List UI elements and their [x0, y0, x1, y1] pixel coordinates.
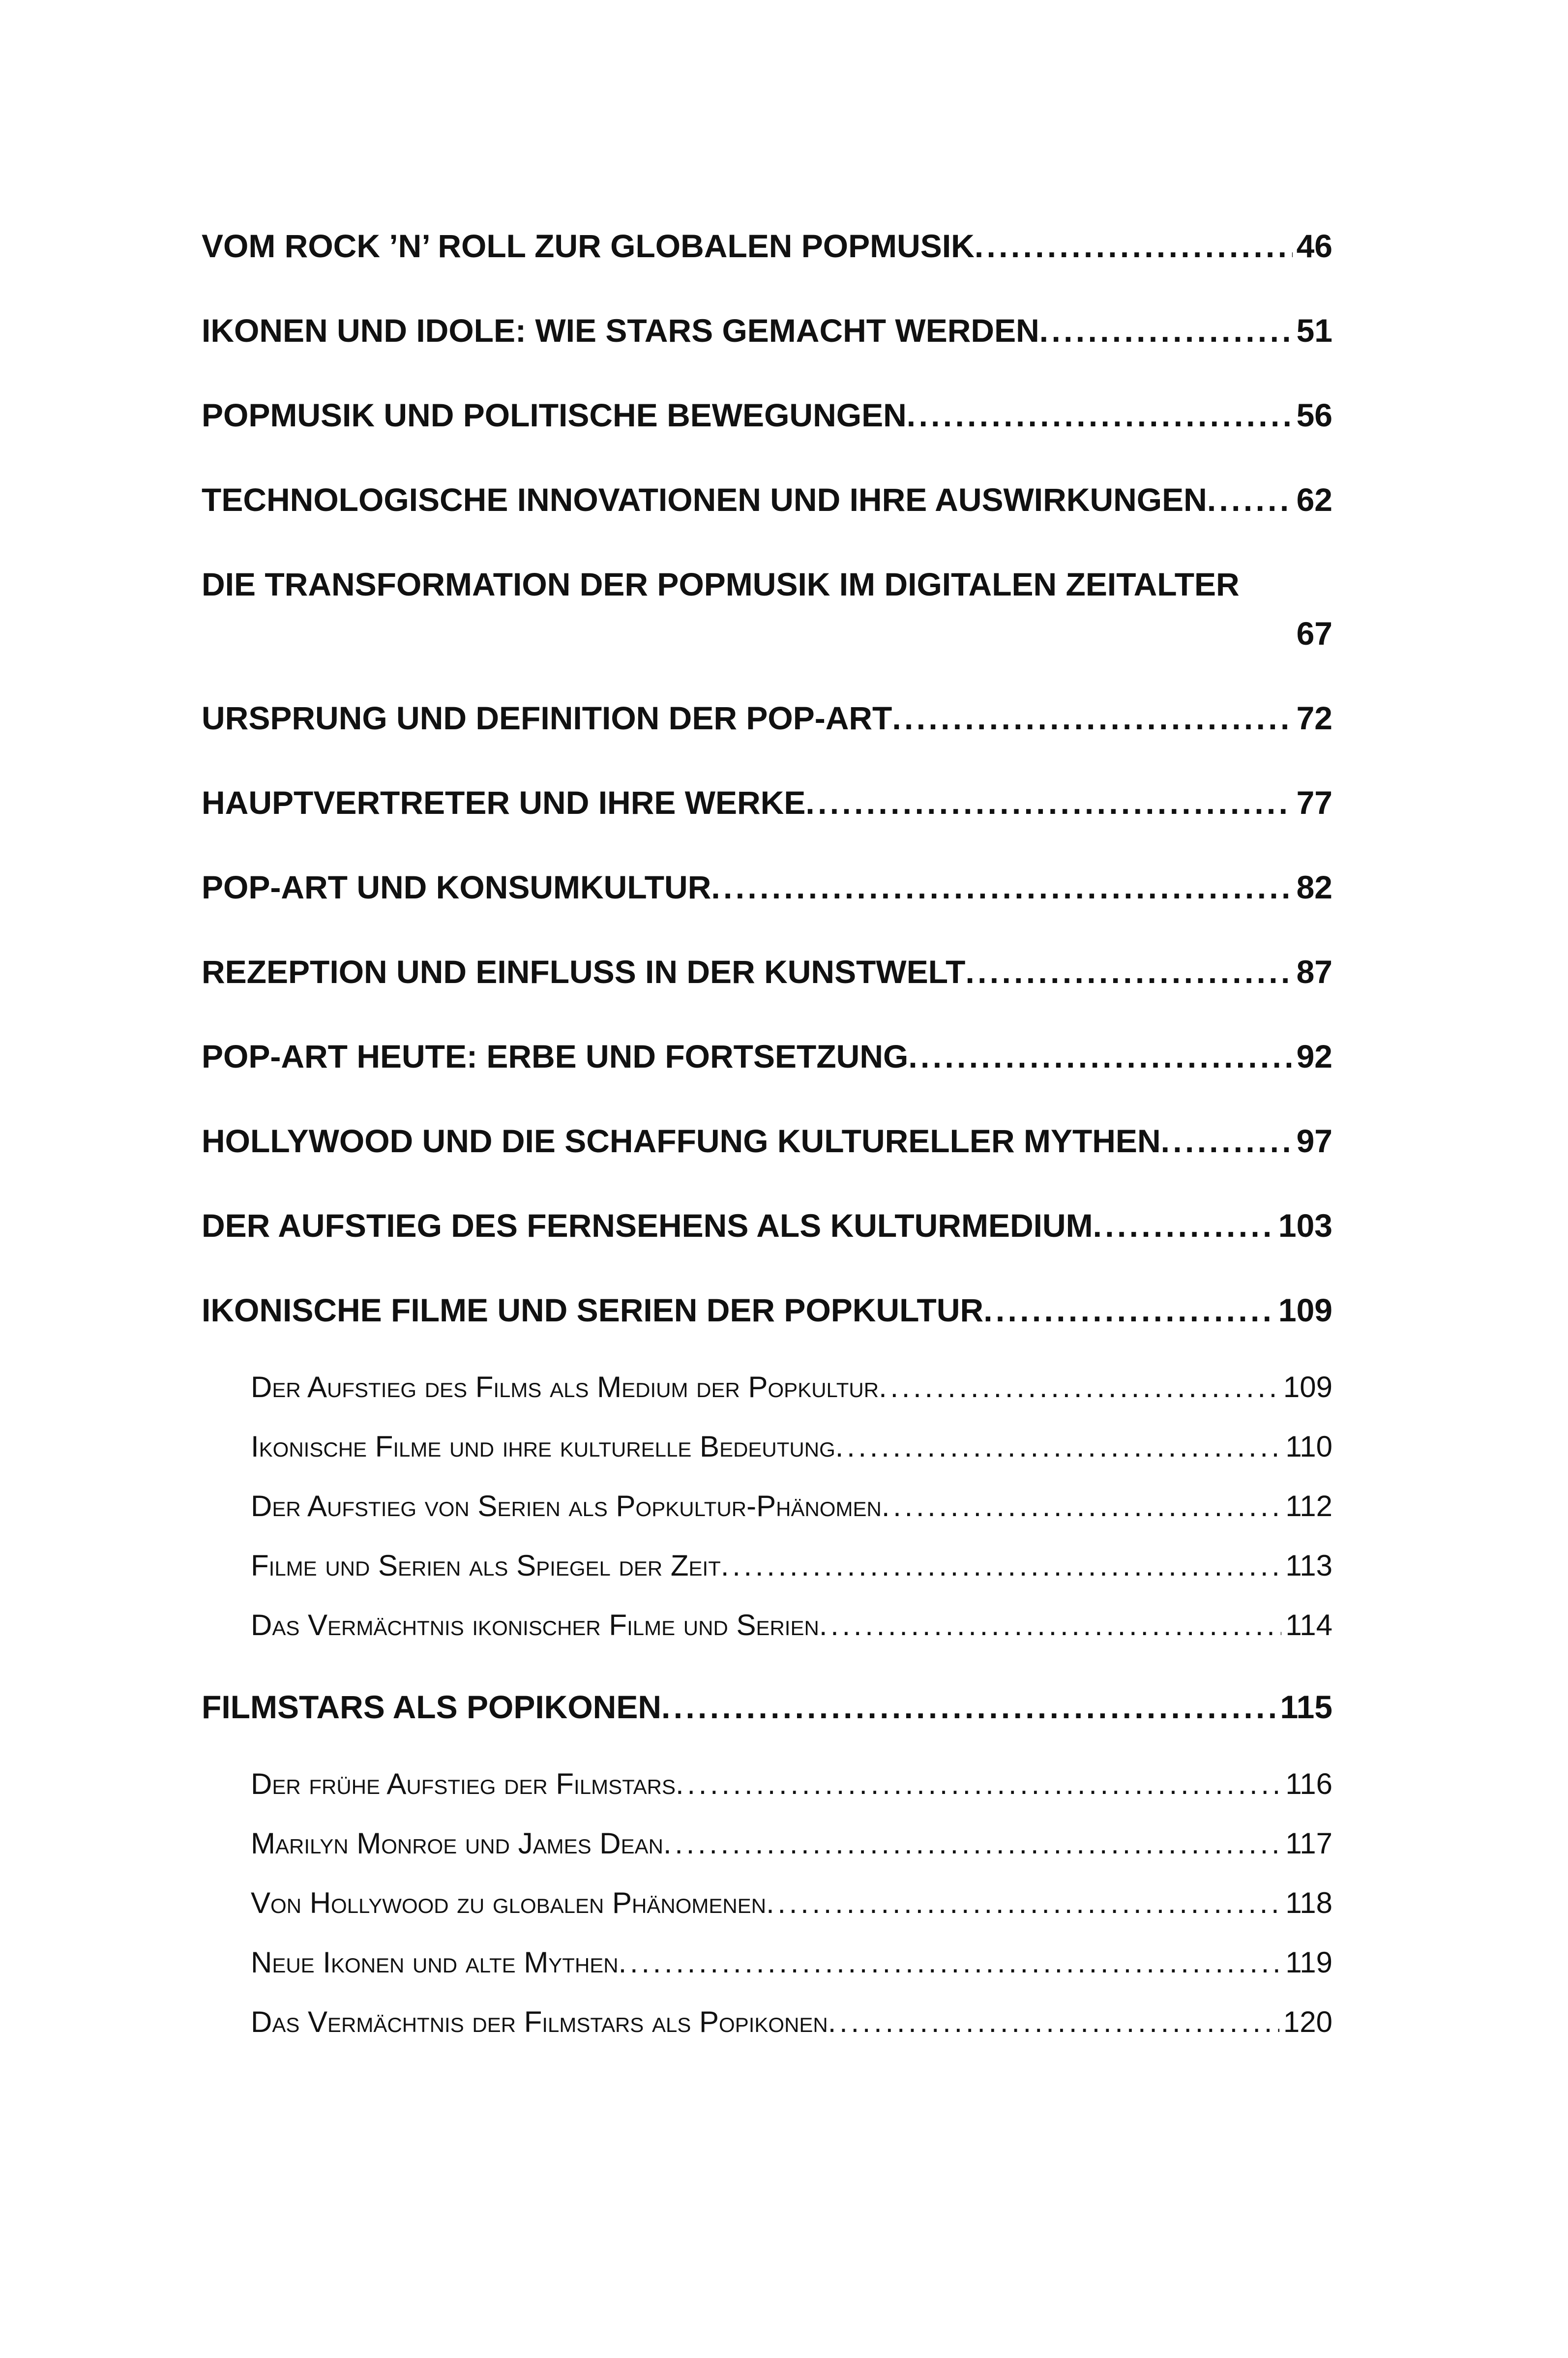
toc-entry-title: HAUPTVERTRETER UND IHRE WERKE — [202, 784, 806, 821]
toc-dot-leader — [965, 947, 1292, 996]
toc-entry[interactable] — [202, 1116, 1332, 1201]
toc-page-number: 112 — [1285, 1490, 1332, 1522]
toc-page-number: 87 — [1296, 954, 1332, 990]
toc-page-number: 110 — [1285, 1430, 1332, 1463]
toc-dot-leader — [983, 1285, 1274, 1335]
toc-subentry[interactable] — [202, 1603, 1332, 1663]
toc-page-number: 103 — [1278, 1207, 1332, 1244]
toc-page-number: 97 — [1296, 1123, 1332, 1159]
toc-entry-title: DIE TRANSFORMATION DER POPMUSIK IM DIGITALEN ZEITALTER — [202, 566, 1240, 602]
toc-entry-title: URSPRUNG UND DEFINITION DER POP-ART — [202, 700, 892, 736]
toc-entry[interactable] — [202, 693, 1332, 778]
toc-dot-leader — [1161, 1116, 1293, 1165]
toc-dot-leader — [676, 1762, 1281, 1806]
toc-page-number: 119 — [1285, 1946, 1332, 1979]
toc-dot-leader — [892, 693, 1292, 743]
toc-dot-leader — [882, 1484, 1282, 1528]
toc-entry[interactable] — [202, 1285, 1332, 1370]
toc-entry-title: POPMUSIK UND POLITISCHE BEWEGUNGEN — [202, 397, 907, 433]
toc-dot-leader — [908, 1032, 1292, 1081]
toc-subentry-title: Filme und Serien als Spiegel der Zeit — [251, 1549, 721, 1582]
toc-dot-leader — [805, 778, 1292, 827]
toc-page-number: 77 — [1296, 784, 1332, 821]
toc-page-number: 62 — [1296, 481, 1332, 518]
toc-entry-title: DER AUFSTIEG DES FERNSEHENS ALS KULTURMEDIUM — [202, 1207, 1093, 1244]
toc-subentry[interactable] — [202, 1881, 1332, 1940]
toc-page-number: 109 — [1278, 1292, 1332, 1328]
toc-entry-title: TECHNOLOGISCHE INNOVATIONEN UND IHRE AUSWIRKUNGEN — [202, 481, 1207, 518]
toc-subentry-title: Der Aufstieg von Serien als Popkultur-Phänomen — [251, 1490, 882, 1522]
toc-entry[interactable] — [202, 1682, 1332, 1767]
toc-subentry-title: Marilyn Monroe und James Dean — [251, 1827, 663, 1860]
toc-dot-leader — [766, 1881, 1281, 1925]
toc-dot-leader — [975, 221, 1293, 270]
toc-subentry[interactable] — [202, 1940, 1332, 2000]
toc-subentry[interactable] — [202, 1544, 1332, 1603]
toc-dot-leader — [879, 1365, 1279, 1409]
toc-dot-leader — [1207, 475, 1293, 524]
toc-page-number: 72 — [1296, 700, 1332, 736]
toc-entry-title: FILMSTARS ALS POPIKONEN — [202, 1689, 662, 1725]
toc-dot-leader — [828, 2000, 1279, 2044]
toc-dot-leader — [721, 1544, 1281, 1588]
toc-page-number: 51 — [1296, 312, 1332, 349]
toc-entry-title: REZEPTION UND EINFLUSS IN DER KUNSTWELT — [202, 954, 966, 990]
toc-entry[interactable] — [202, 863, 1332, 947]
toc-page-number: 115 — [1280, 1689, 1332, 1725]
toc-subentry[interactable] — [202, 2000, 1332, 2060]
toc-dot-leader — [711, 863, 1292, 912]
toc-entry-title: VOM ROCK ’N’ ROLL ZUR GLOBALEN POPMUSIK — [202, 228, 975, 264]
toc-dot-leader — [1039, 306, 1293, 355]
toc-dot-leader — [619, 1940, 1282, 1985]
toc-subentry-title: Das Vermächtnis der Filmstars als Popikonen — [251, 2005, 828, 2038]
toc-entry-wrapped[interactable] — [202, 560, 1332, 658]
toc-entry-continuation — [182, 609, 1332, 658]
toc-dot-leader — [819, 1603, 1282, 1647]
toc-entry-title: POP-ART HEUTE: ERBE UND FORTSETZUNG — [202, 1038, 909, 1075]
toc-entry-title: IKONEN UND IDOLE: WIE STARS GEMACHT WERDEN — [202, 312, 1039, 349]
toc-subentry[interactable] — [202, 1365, 1332, 1425]
toc-dot-leader — [663, 1821, 1281, 1866]
toc-page-number: 82 — [1296, 869, 1332, 905]
toc-subentry[interactable] — [202, 1425, 1332, 1484]
toc-entry[interactable] — [202, 778, 1332, 863]
toc-dot-leader — [907, 390, 1293, 440]
toc-entry[interactable] — [202, 306, 1332, 390]
toc-page-number: 46 — [1296, 228, 1332, 264]
toc-dot-leader — [661, 1682, 1276, 1731]
toc-entry-title: HOLLYWOOD UND DIE SCHAFFUNG KULTURELLER MYTHEN — [202, 1123, 1161, 1159]
toc-page-number: 120 — [1283, 2005, 1332, 2038]
toc-subentry-title: Der frühe Aufstieg der Filmstars — [251, 1767, 676, 1800]
toc-page-number: 113 — [1285, 1549, 1332, 1582]
toc-subentry-title: Das Vermächtnis ikonischer Filme und Serien — [251, 1609, 819, 1642]
toc-entry[interactable] — [202, 390, 1332, 475]
table-of-contents — [202, 221, 1332, 2060]
toc-dot-leader — [1093, 1201, 1274, 1250]
toc-page-number: 114 — [1285, 1609, 1332, 1642]
toc-subentry[interactable] — [202, 1762, 1332, 1821]
toc-page-number: 109 — [1283, 1371, 1332, 1403]
toc-dot-leader — [835, 1425, 1282, 1469]
toc-subentry[interactable] — [202, 1821, 1332, 1881]
toc-page-number: 118 — [1285, 1886, 1332, 1919]
toc-entry-title: IKONISCHE FILME UND SERIEN DER POPKULTUR — [202, 1292, 984, 1328]
toc-page-number: 67 — [1296, 615, 1332, 652]
toc-page-number: 92 — [1296, 1038, 1332, 1075]
toc-entry[interactable] — [202, 1032, 1332, 1116]
toc-subentry-title: Der Aufstieg des Films als Medium der Popkultur — [251, 1371, 879, 1403]
toc-subentry-title: Von Hollywood zu globalen Phänomenen — [251, 1886, 767, 1919]
toc-page-number: 117 — [1285, 1827, 1332, 1860]
toc-entry[interactable] — [202, 475, 1332, 560]
toc-page-number: 56 — [1296, 397, 1332, 433]
toc-entry-title: POP-ART UND KONSUMKULTUR — [202, 869, 711, 905]
toc-page-number: 116 — [1285, 1767, 1332, 1800]
toc-entry[interactable] — [202, 221, 1332, 306]
toc-entry[interactable] — [202, 947, 1332, 1032]
toc-subentry-title: Neue Ikonen und alte Mythen — [251, 1946, 619, 1979]
toc-subentry-title: Ikonische Filme und ihre kulturelle Bedeutung — [251, 1430, 835, 1463]
toc-entry[interactable] — [202, 1201, 1332, 1285]
toc-subentry[interactable] — [202, 1484, 1332, 1544]
